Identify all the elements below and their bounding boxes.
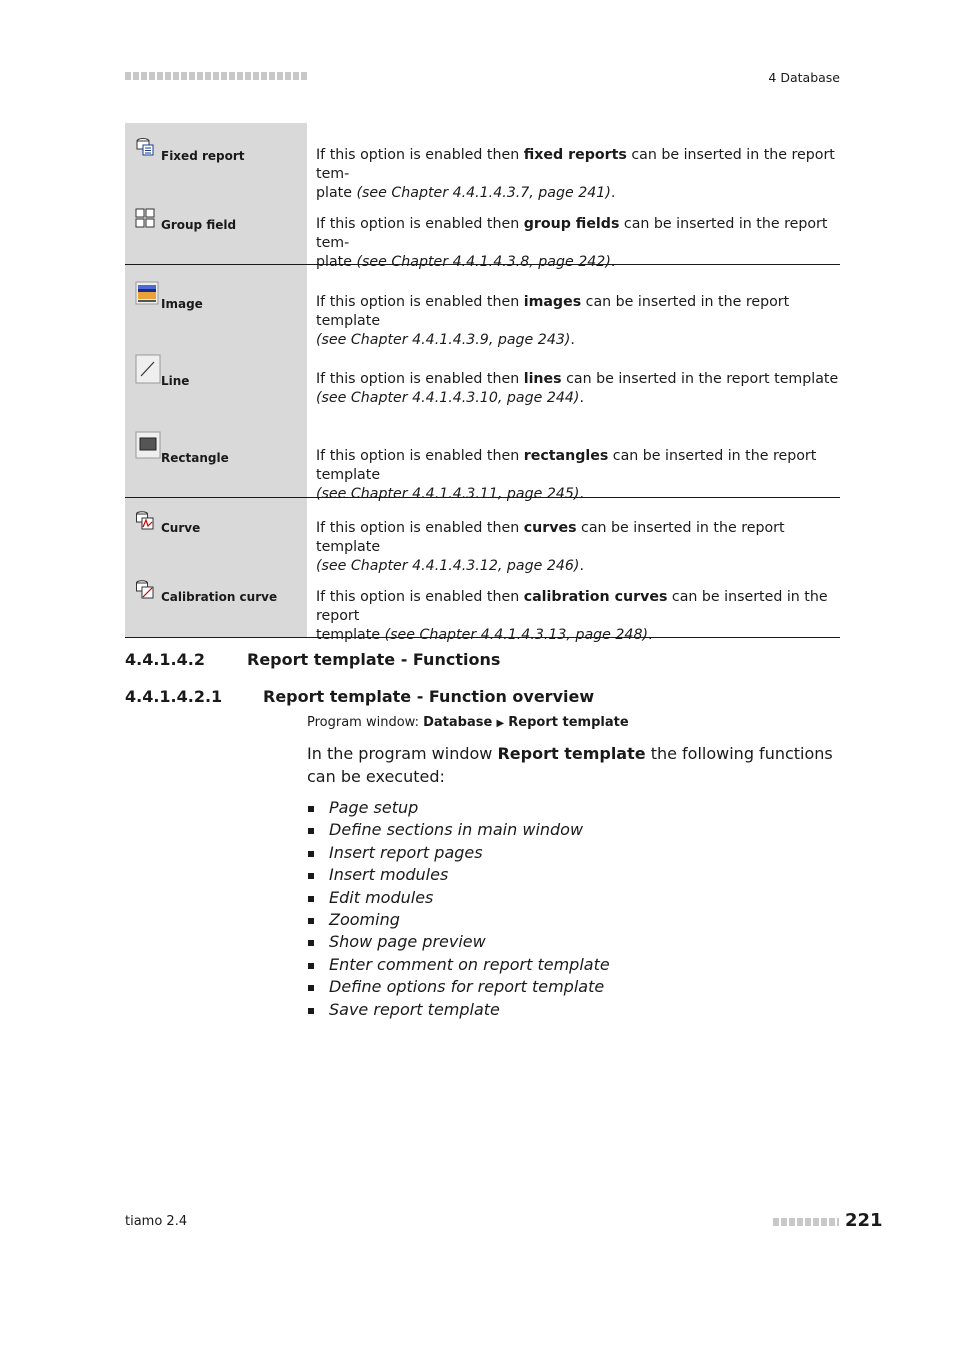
- option-description: If this option is enabled then fixed reports can be inserted in the report tem- plate (see Chapter 4.4.1.4.3.7, page 241).: [316, 147, 835, 201]
- option-name: Line: [161, 374, 190, 388]
- option-description: If this option is enabled then rectangles can be inserted in the report template (see Chapter 4.4.1.4.3.11, page 245).: [316, 448, 817, 502]
- option-row-rectangle: [125, 419, 840, 502]
- rectangle-icon: [135, 431, 161, 459]
- list-item: Zooming: [307, 909, 610, 931]
- option-description: If this option is enabled then curves can be inserted in the report template (see Chapter 4.4.1.4.3.12, page 246).: [316, 520, 785, 574]
- option-name: Rectangle: [161, 451, 229, 465]
- option-row-group-field: [125, 193, 840, 270]
- function-list: [307, 797, 610, 1021]
- option-group: [125, 123, 840, 270]
- option-group: [125, 265, 840, 502]
- page-number: 221: [845, 1210, 883, 1231]
- header-decoration: [125, 72, 307, 80]
- line-icon: [135, 354, 161, 384]
- option-row-calibration-curve: [125, 567, 840, 643]
- section-heading: 4.4.1.4.2 Report template - Functions: [125, 650, 501, 669]
- option-row-fixed-report: [125, 123, 840, 201]
- subsection-heading: 4.4.1.4.2.1 Report template - Function overview: [125, 687, 595, 706]
- list-item: Define options for report template: [307, 976, 610, 998]
- list-item: Insert report pages: [307, 842, 610, 864]
- option-row-curve: [125, 498, 840, 574]
- list-item: Insert modules: [307, 864, 610, 886]
- list-item: Define sections in main window: [307, 819, 610, 841]
- chapter-header: 4 Database: [768, 70, 840, 85]
- option-name: Group field: [161, 218, 237, 232]
- option-row-image: [125, 265, 840, 348]
- list-item: Save report template: [307, 999, 610, 1021]
- option-name: Curve: [161, 521, 201, 535]
- option-name: Image: [161, 297, 203, 311]
- option-description: If this option is enabled then images can be inserted in the report template (see Chapter 4.4.1.4.3.9, page 243).: [316, 294, 790, 348]
- intro-paragraph: In the program window Report template the following functions can be executed:: [307, 744, 833, 786]
- group-field-icon: [135, 208, 155, 228]
- list-item: Enter comment on report template: [307, 954, 610, 976]
- list-item: Page setup: [307, 797, 610, 819]
- option-group: [125, 498, 840, 643]
- option-row-line: [125, 342, 840, 419]
- option-description: If this option is enabled then calibration curves can be inserted in the report template (see Chapter 4.4.1.4.3.13, page 248).: [316, 589, 828, 643]
- calibration-curve-icon: [135, 579, 155, 599]
- footer-product: tiamo 2.4: [125, 1214, 188, 1229]
- footer-decoration: [773, 1218, 839, 1226]
- fixed-report-icon: [135, 137, 155, 157]
- options-table: [125, 123, 840, 643]
- list-item: Edit modules: [307, 887, 610, 909]
- option-description: If this option is enabled then group fields can be inserted in the report tem- plate (see Chapter 4.4.1.4.3.8, page 242).: [316, 216, 828, 270]
- curve-icon: [135, 510, 155, 530]
- option-name: Calibration curve: [161, 590, 278, 604]
- list-item: Show page preview: [307, 931, 610, 953]
- image-icon: [135, 281, 159, 305]
- option-description: If this option is enabled then lines can be inserted in the report template (see Chapter 4.4.1.4.3.10, page 244).: [316, 371, 839, 406]
- program-path: Program window: Database ▶ Report template: [307, 715, 629, 730]
- option-name: Fixed report: [161, 149, 245, 163]
